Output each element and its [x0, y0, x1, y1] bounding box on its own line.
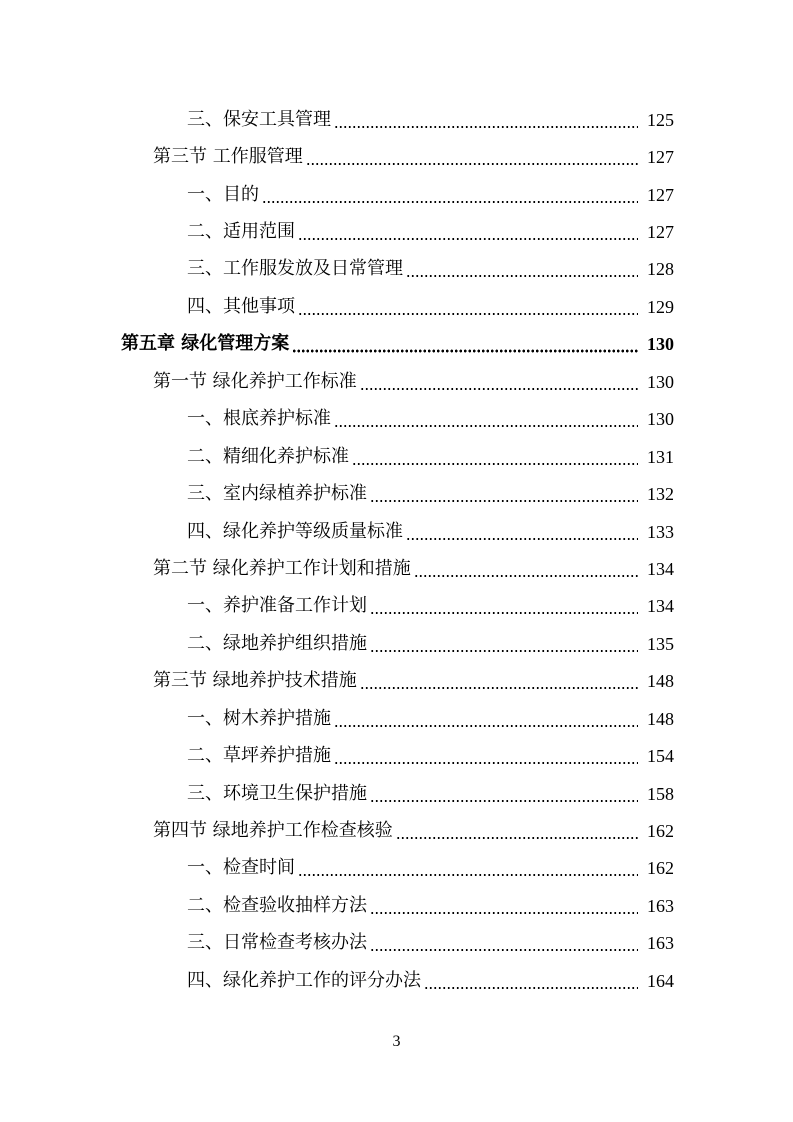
dot-leader [370, 894, 638, 918]
dot-leader [298, 295, 638, 319]
toc-entry[interactable] [0, 663, 793, 700]
toc-entry-page: 133 [647, 521, 674, 542]
toc-entry-page: 127 [647, 147, 674, 168]
toc-entry-page: 158 [647, 783, 674, 804]
dot-leader [396, 819, 638, 843]
dot-leader [360, 669, 638, 693]
toc-entry-label: 四、其他事项 [187, 295, 295, 317]
toc-entry-page: 125 [647, 109, 674, 130]
toc-entry[interactable] [0, 625, 793, 662]
toc-entry[interactable] [0, 925, 793, 962]
toc-entry[interactable] [0, 101, 793, 138]
toc-entry[interactable] [0, 138, 793, 175]
toc-entry-page: 148 [647, 671, 674, 692]
toc-entry-page: 130 [647, 409, 674, 430]
toc-entry-label: 三、工作服发放及日常管理 [187, 258, 403, 280]
toc-entry-label: 一、目的 [187, 183, 259, 205]
toc-entry-label: 三、保安工具管理 [187, 108, 331, 130]
toc-entry-label: 四、绿化养护工作的评分办法 [187, 969, 421, 991]
toc-entry-label: 二、检查验收抽样方法 [187, 894, 367, 916]
toc-entry[interactable] [0, 550, 793, 587]
toc-entry-page: 127 [647, 222, 674, 243]
dot-leader [334, 108, 638, 132]
toc-chapter-entry[interactable] [0, 326, 793, 363]
toc-entry-label: 第一节 绿化养护工作标准 [153, 370, 357, 392]
toc-entry-page: 163 [647, 895, 674, 916]
toc-entry-page: 162 [647, 821, 674, 842]
dot-leader [360, 370, 638, 394]
toc-entry[interactable] [0, 363, 793, 400]
toc-entry-label: 第三节 绿地养护技术措施 [153, 670, 357, 692]
dot-leader [414, 557, 638, 581]
dot-leader [334, 744, 638, 768]
page-number: 3 [392, 1033, 401, 1050]
toc-entry-label: 二、精细化养护标准 [187, 445, 349, 467]
toc-entry-label: 第二节 绿化养护工作计划和措施 [153, 557, 411, 579]
dot-leader [424, 969, 638, 993]
dot-leader [370, 594, 638, 618]
toc-entry-page: 128 [647, 259, 674, 280]
toc-entry-label: 一、养护准备工作计划 [187, 595, 367, 617]
dot-leader [334, 407, 638, 431]
table-of-contents [0, 101, 793, 1000]
dot-leader [370, 931, 638, 955]
toc-entry-label: 三、环境卫生保护措施 [187, 782, 367, 804]
toc-entry-label: 第三节 工作服管理 [153, 146, 303, 168]
dot-leader [352, 445, 638, 469]
dot-leader [262, 183, 638, 207]
toc-entry-label: 二、草坪养护措施 [187, 745, 331, 767]
toc-entry-label: 四、绿化养护等级质量标准 [187, 520, 403, 542]
dot-leader [306, 145, 638, 169]
toc-entry-label: 二、适用范围 [187, 221, 295, 243]
toc-entry-page: 131 [647, 446, 674, 467]
toc-entry-page: 130 [647, 334, 674, 355]
toc-entry-label: 二、绿地养护组织措施 [187, 632, 367, 654]
toc-entry-page: 154 [647, 746, 674, 767]
toc-entry-label: 一、根底养护标准 [187, 408, 331, 430]
toc-entry[interactable] [0, 962, 793, 999]
dot-leader [292, 332, 638, 356]
toc-entry-label: 第四节 绿地养护工作检查核验 [153, 820, 393, 842]
toc-entry[interactable] [0, 775, 793, 812]
dot-leader [406, 520, 638, 544]
toc-entry-label: 一、检查时间 [187, 857, 295, 879]
toc-entry-label: 第五章 绿化管理方案 [121, 333, 290, 355]
toc-entry[interactable] [0, 700, 793, 737]
toc-entry[interactable] [0, 288, 793, 325]
toc-entry-label: 三、日常检查考核办法 [187, 932, 367, 954]
toc-entry[interactable] [0, 213, 793, 250]
toc-entry[interactable] [0, 812, 793, 849]
toc-entry-page: 134 [647, 596, 674, 617]
toc-entry[interactable] [0, 513, 793, 550]
dot-leader [334, 707, 638, 731]
toc-entry[interactable] [0, 176, 793, 213]
toc-entry-page: 134 [647, 558, 674, 579]
toc-entry[interactable] [0, 251, 793, 288]
toc-entry-page: 163 [647, 933, 674, 954]
toc-entry[interactable] [0, 850, 793, 887]
dot-leader [370, 632, 638, 656]
toc-entry-page: 132 [647, 484, 674, 505]
toc-entry[interactable] [0, 737, 793, 774]
toc-entry-page: 127 [647, 184, 674, 205]
toc-entry-page: 162 [647, 858, 674, 879]
toc-entry-page: 129 [647, 296, 674, 317]
toc-entry-page: 130 [647, 371, 674, 392]
toc-entry-label: 一、树木养护措施 [187, 707, 331, 729]
toc-entry-page: 164 [647, 970, 674, 991]
toc-entry-label: 三、室内绿植养护标准 [187, 483, 367, 505]
dot-leader [406, 257, 638, 281]
toc-entry-page: 148 [647, 708, 674, 729]
toc-entry[interactable] [0, 438, 793, 475]
toc-entry-page: 135 [647, 633, 674, 654]
dot-leader [298, 220, 638, 244]
toc-entry[interactable] [0, 887, 793, 924]
toc-entry[interactable] [0, 401, 793, 438]
dot-leader [298, 856, 638, 880]
dot-leader [370, 482, 638, 506]
toc-entry[interactable] [0, 588, 793, 625]
dot-leader [370, 782, 638, 806]
toc-entry[interactable] [0, 475, 793, 512]
